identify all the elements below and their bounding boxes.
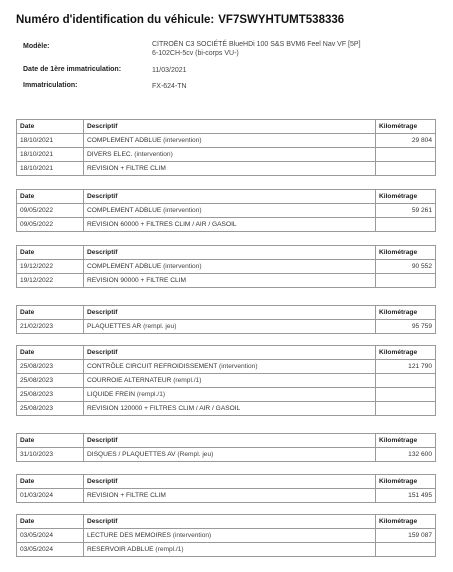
column-header-date: Date xyxy=(17,346,84,360)
row-descriptif xyxy=(84,448,376,462)
row-descriptif xyxy=(84,148,376,162)
maintenance-table-grid xyxy=(16,189,436,232)
model-line-1: CITROËN C3 SOCIÉTÉ BlueHDi 100 S&S BVM6 Feel Nav VF [5P] xyxy=(152,41,361,48)
column-header-date: Date xyxy=(17,246,84,260)
row-descriptif xyxy=(84,529,376,543)
column-header-descriptif: Descriptif xyxy=(84,434,376,448)
row-date: 03/05/2024 xyxy=(17,529,84,543)
table-row xyxy=(17,374,436,388)
row-descriptif-note: (intervention) xyxy=(134,151,173,158)
row-descriptif-text: RESERVOIR ADBLUE xyxy=(87,546,154,553)
row-descriptif xyxy=(84,162,376,176)
row-descriptif-note: (rempl./1) xyxy=(173,377,202,384)
row-descriptif xyxy=(84,402,376,416)
row-descriptif-text: COMPLEMENT ADBLUE xyxy=(87,137,162,144)
column-header-date: Date xyxy=(17,434,84,448)
maintenance-table xyxy=(16,119,435,176)
row-date: 03/05/2024 xyxy=(17,543,84,557)
row-kilometrage xyxy=(376,148,436,162)
row-descriptif-note: (intervention) xyxy=(163,263,202,270)
row-date: 19/12/2022 xyxy=(17,260,84,274)
row-descriptif xyxy=(84,274,376,288)
column-header-kilometrage: Kilométrage xyxy=(376,120,436,134)
row-kilometrage: 132 600 xyxy=(376,448,436,462)
row-date: 09/05/2022 xyxy=(17,204,84,218)
row-kilometrage xyxy=(376,374,436,388)
row-descriptif-note: (intervention) xyxy=(163,207,202,214)
row-date: 21/02/2023 xyxy=(17,320,84,334)
row-kilometrage xyxy=(376,162,436,176)
table-row xyxy=(17,360,436,374)
row-kilometrage xyxy=(376,274,436,288)
table-row xyxy=(17,260,436,274)
column-header-date: Date xyxy=(17,475,84,489)
table-row xyxy=(17,204,436,218)
row-date: 25/08/2023 xyxy=(17,374,84,388)
maintenance-table-grid xyxy=(16,474,436,503)
row-descriptif-text: COURROIE ALTERNATEUR xyxy=(87,377,172,384)
table-row xyxy=(17,162,436,176)
maintenance-table-grid xyxy=(16,119,436,176)
maintenance-table-grid xyxy=(16,345,436,416)
column-header-date: Date xyxy=(17,190,84,204)
row-descriptif-note: (intervention) xyxy=(163,137,202,144)
row-descriptif-text: COMPLEMENT ADBLUE xyxy=(87,207,162,214)
row-date: 31/10/2023 xyxy=(17,448,84,462)
column-header-descriptif: Descriptif xyxy=(84,475,376,489)
row-descriptif xyxy=(84,489,376,503)
row-kilometrage xyxy=(376,543,436,557)
row-date: 09/05/2022 xyxy=(17,218,84,232)
first-registration-label: Date de 1ère immatriculation: xyxy=(23,66,122,73)
row-descriptif-text: REVISION + FILTRE CLIM xyxy=(87,492,166,499)
table-header-row xyxy=(17,515,436,529)
column-header-kilometrage: Kilométrage xyxy=(376,434,436,448)
table-header-row xyxy=(17,190,436,204)
row-descriptif xyxy=(84,374,376,388)
column-header-descriptif: Descriptif xyxy=(84,190,376,204)
row-descriptif-text: LECTURE DES MEMOIRES xyxy=(87,532,171,539)
column-header-date: Date xyxy=(17,120,84,134)
column-header-descriptif: Descriptif xyxy=(84,346,376,360)
table-row xyxy=(17,388,436,402)
table-header-row xyxy=(17,246,436,260)
row-descriptif xyxy=(84,260,376,274)
row-descriptif-text: CONTRÔLE CIRCUIT REFROIDISSEMENT xyxy=(87,363,218,370)
row-date: 19/12/2022 xyxy=(17,274,84,288)
row-descriptif-note: (intervention) xyxy=(172,532,212,539)
maintenance-table xyxy=(16,514,435,557)
row-kilometrage xyxy=(376,388,436,402)
row-date: 25/08/2023 xyxy=(17,402,84,416)
table-row xyxy=(17,543,436,557)
plate-label: Immatriculation: xyxy=(23,82,78,89)
page-title xyxy=(16,14,344,26)
row-descriptif-text: REVISION + FILTRE CLIM xyxy=(87,165,166,172)
row-descriptif xyxy=(84,134,376,148)
row-date: 01/03/2024 xyxy=(17,489,84,503)
row-kilometrage: 159 087 xyxy=(376,529,436,543)
table-row xyxy=(17,134,436,148)
row-descriptif xyxy=(84,388,376,402)
model-value xyxy=(152,40,452,58)
column-header-date: Date xyxy=(17,306,84,320)
row-descriptif-text: PLAQUETTES AR xyxy=(87,323,142,330)
row-date: 18/10/2021 xyxy=(17,148,84,162)
table-row xyxy=(17,320,436,334)
maintenance-table-grid xyxy=(16,245,436,288)
column-header-descriptif: Descriptif xyxy=(84,120,376,134)
row-descriptif-text: REVISION 90000 + FILTRE CLIM xyxy=(87,277,187,284)
model-label: Modèle: xyxy=(23,43,50,50)
row-descriptif xyxy=(84,543,376,557)
table-header-row xyxy=(17,306,436,320)
row-descriptif xyxy=(84,360,376,374)
maintenance-table xyxy=(16,305,435,334)
row-descriptif-note: (intervention) xyxy=(219,363,258,370)
first-registration-value: 11/03/2021 xyxy=(152,67,187,74)
table-row xyxy=(17,529,436,543)
maintenance-table xyxy=(16,474,435,503)
row-date: 25/08/2023 xyxy=(17,388,84,402)
maintenance-table xyxy=(16,433,435,462)
row-descriptif-text: REVISION 120000 + FILTRES CLIM / AIR / GASOIL xyxy=(87,405,241,412)
row-kilometrage: 59 261 xyxy=(376,204,436,218)
column-header-kilometrage: Kilométrage xyxy=(376,475,436,489)
row-descriptif-note: (rempl. jeu) xyxy=(143,323,177,330)
column-header-kilometrage: Kilométrage xyxy=(376,306,436,320)
title-label: Numéro d'identification du véhicule: xyxy=(16,14,215,26)
vin-number: VF7SWYHTUMT538336 xyxy=(218,14,345,26)
row-descriptif-note: (rempl./1) xyxy=(136,391,166,398)
column-header-descriptif: Descriptif xyxy=(84,246,376,260)
column-header-kilometrage: Kilométrage xyxy=(376,190,436,204)
column-header-kilometrage: Kilométrage xyxy=(376,346,436,360)
row-kilometrage: 29 804 xyxy=(376,134,436,148)
maintenance-table xyxy=(16,245,435,288)
row-date: 18/10/2021 xyxy=(17,162,84,176)
table-header-row xyxy=(17,434,436,448)
table-row xyxy=(17,489,436,503)
row-descriptif-text: REVISION 60000 + FILTRES CLIM / AIR / GASOIL xyxy=(87,221,237,228)
maintenance-table xyxy=(16,345,435,416)
table-row xyxy=(17,218,436,232)
maintenance-table xyxy=(16,189,435,232)
row-descriptif-text: COMPLEMENT ADBLUE xyxy=(87,263,162,270)
column-header-descriptif: Descriptif xyxy=(84,306,376,320)
row-descriptif xyxy=(84,204,376,218)
table-header-row xyxy=(17,475,436,489)
maintenance-table-grid xyxy=(16,433,436,462)
row-date: 25/08/2023 xyxy=(17,360,84,374)
column-header-date: Date xyxy=(17,515,84,529)
table-row xyxy=(17,148,436,162)
row-descriptif-note: (Rempl. jeu) xyxy=(177,451,214,458)
column-header-descriptif: Descriptif xyxy=(84,515,376,529)
row-kilometrage: 151 495 xyxy=(376,489,436,503)
row-kilometrage: 95 759 xyxy=(376,320,436,334)
row-descriptif-text: DISQUES / PLAQUETTES AV xyxy=(87,451,176,458)
maintenance-table-grid xyxy=(16,514,436,557)
row-descriptif xyxy=(84,218,376,232)
row-kilometrage: 121 790 xyxy=(376,360,436,374)
row-descriptif-text: LIQUIDE FREIN xyxy=(87,391,135,398)
row-kilometrage xyxy=(376,218,436,232)
table-header-row xyxy=(17,346,436,360)
row-date: 18/10/2021 xyxy=(17,134,84,148)
row-kilometrage: 90 552 xyxy=(376,260,436,274)
column-header-kilometrage: Kilométrage xyxy=(376,246,436,260)
row-descriptif xyxy=(84,320,376,334)
maintenance-table-grid xyxy=(16,305,436,334)
row-kilometrage xyxy=(376,402,436,416)
table-row xyxy=(17,448,436,462)
row-descriptif-text: DIVERS ELEC. xyxy=(87,151,133,158)
row-descriptif-note: (rempl./1) xyxy=(155,546,184,553)
table-row xyxy=(17,402,436,416)
model-line-2: 6-102CH-5cv (bi-corps VU-) xyxy=(152,50,239,57)
plate-value: FX-624-TN xyxy=(152,83,187,90)
table-header-row xyxy=(17,120,436,134)
table-row xyxy=(17,274,436,288)
column-header-kilometrage: Kilométrage xyxy=(376,515,436,529)
